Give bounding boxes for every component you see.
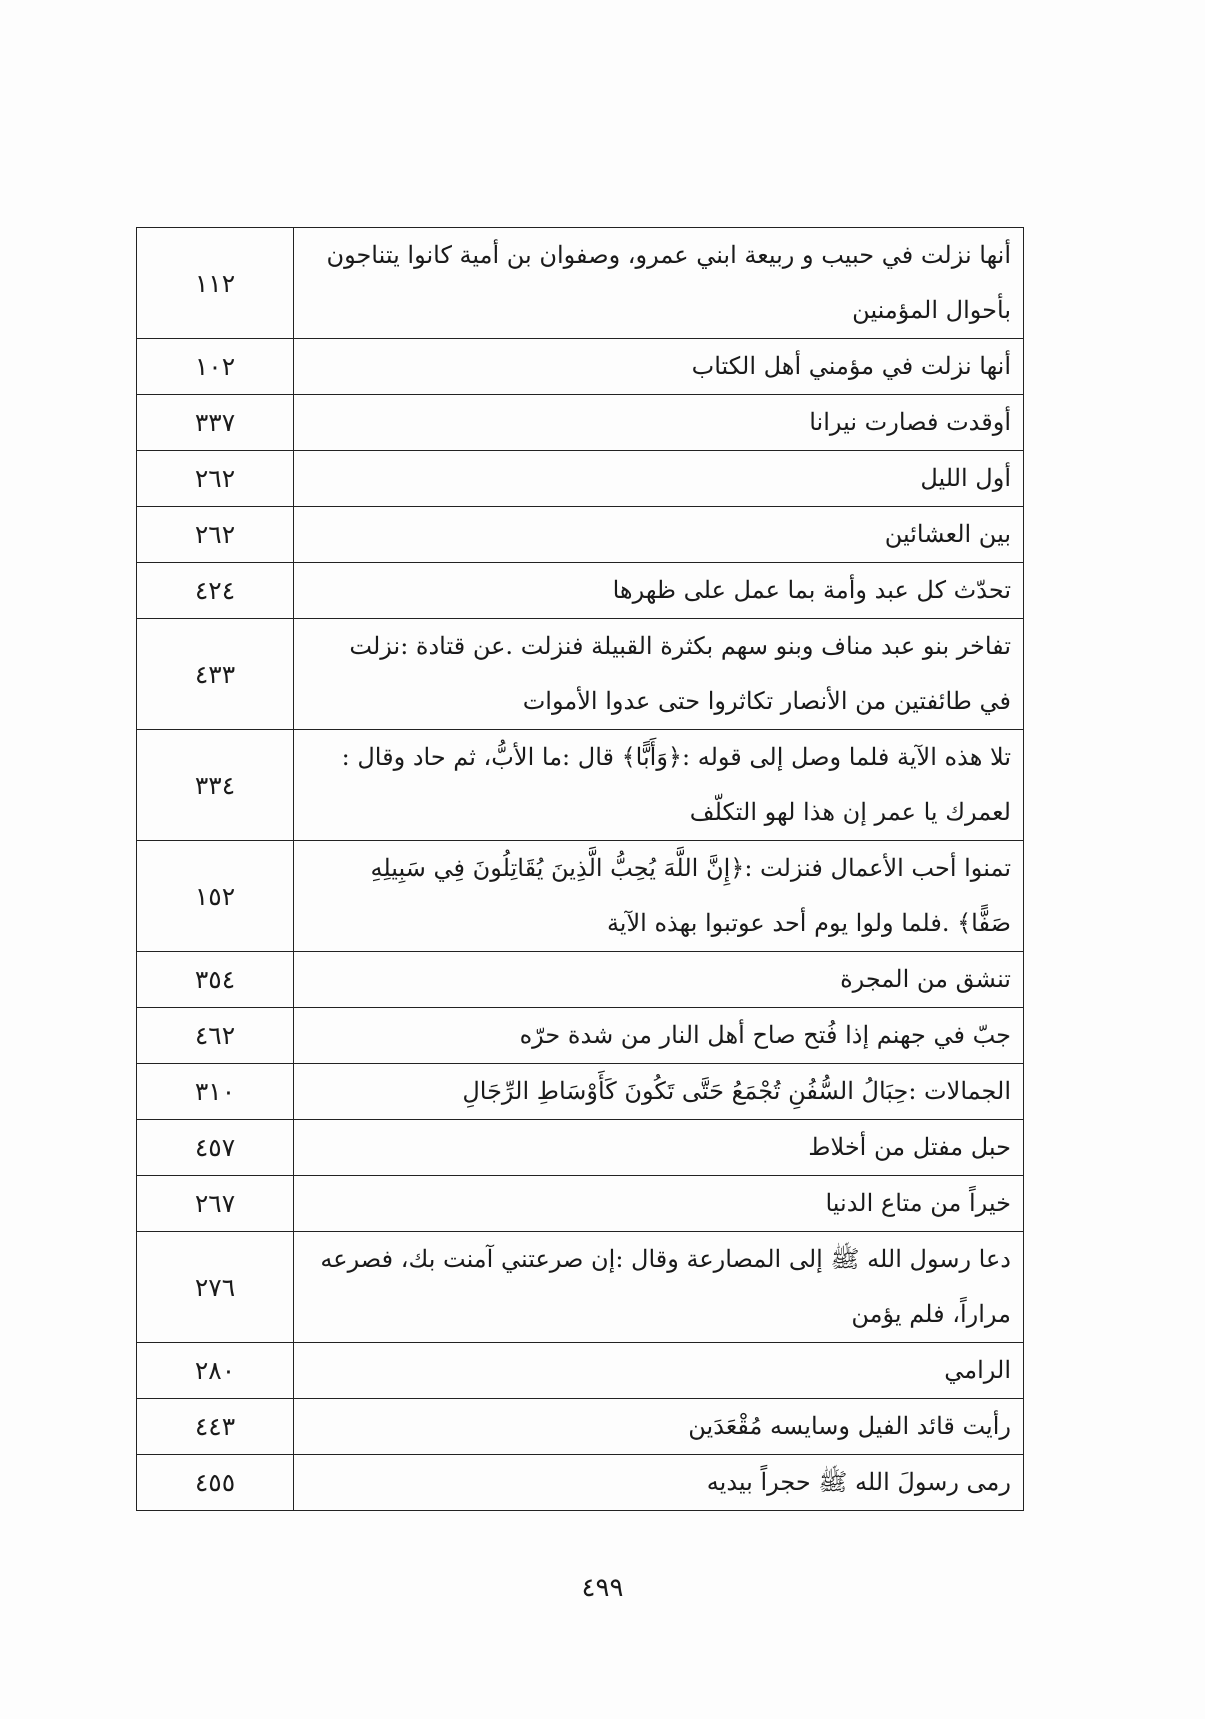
page-reference: ٤٥٧ — [137, 1120, 294, 1176]
table-row — [137, 1064, 1024, 1120]
entry-text: أوقدت فصارت نيرانا — [294, 395, 1024, 451]
table-row — [137, 339, 1024, 395]
table-row — [137, 451, 1024, 507]
page-reference: ١١٢ — [137, 228, 294, 339]
index-table — [136, 227, 1024, 1511]
table-row — [137, 952, 1024, 1008]
entry-text: خيراً من متاع الدنيا — [294, 1176, 1024, 1232]
entry-text: أنها نزلت في حبيب و ربيعة ابني عمرو، وصفوان بن أمية كانوا يتناجون بأحوال المؤمنين — [294, 228, 1024, 339]
entry-text: تنشق من المجرة — [294, 952, 1024, 1008]
page-number: ٤٩٩ — [581, 1573, 624, 1603]
entry-text: الرامي — [294, 1343, 1024, 1399]
page-reference: ٢٦٢ — [137, 451, 294, 507]
entry-text: رأيت قائد الفيل وسايسه مُقْعَدَين — [294, 1399, 1024, 1455]
entry-text: حبل مفتل من أخلاط — [294, 1120, 1024, 1176]
table-row — [137, 1455, 1024, 1511]
page-reference: ٢٧٦ — [137, 1232, 294, 1343]
table-row — [137, 1008, 1024, 1064]
table-row — [137, 1343, 1024, 1399]
table-row — [137, 395, 1024, 451]
page-reference: ٢٨٠ — [137, 1343, 294, 1399]
table-row — [137, 730, 1024, 841]
table-row — [137, 841, 1024, 952]
entry-text: تفاخر بنو عبد مناف وبنو سهم بكثرة القبيلة فنزلت .عن قتادة :نزلت في طائفتين من الأنصار تكاثروا حتى عدوا الأموات — [294, 619, 1024, 730]
entry-text: بين العشائين — [294, 507, 1024, 563]
page-reference: ٤٣٣ — [137, 619, 294, 730]
page-reference: ٤٢٤ — [137, 563, 294, 619]
entry-text: أنها نزلت في مؤمني أهل الكتاب — [294, 339, 1024, 395]
entry-text: جبّ في جهنم إذا فُتح صاح أهل النار من شدة حرّه — [294, 1008, 1024, 1064]
page-reference: ٣٥٤ — [137, 952, 294, 1008]
table-row — [137, 1120, 1024, 1176]
table-row — [137, 1232, 1024, 1343]
table-row — [137, 228, 1024, 339]
entry-text: دعا رسول الله ﷺ إلى المصارعة وقال :إن صرعتني آمنت بك، فصرعه مراراً، فلم يؤمن — [294, 1232, 1024, 1343]
table-row — [137, 1399, 1024, 1455]
table-row — [137, 507, 1024, 563]
index-table-body — [137, 228, 1024, 1511]
entry-text: أول الليل — [294, 451, 1024, 507]
entry-text: تمنوا أحب الأعمال فنزلت :﴿إِنَّ اللَّهَ يُحِبُّ الَّذِينَ يُقَاتِلُونَ فِي سَبِيلِهِ صَفًّا﴾ .فلما ولوا يوم أحد عوتبوا بهذه الآية — [294, 841, 1024, 952]
page-reference: ٣٣٤ — [137, 730, 294, 841]
table-row — [137, 619, 1024, 730]
page-reference: ٢٦٧ — [137, 1176, 294, 1232]
table-row — [137, 1176, 1024, 1232]
entry-text: رمى رسولَ الله ﷺ حجراً بيديه — [294, 1455, 1024, 1511]
page-reference: ٤٦٢ — [137, 1008, 294, 1064]
page-reference: ٣١٠ — [137, 1064, 294, 1120]
page-reference: ٢٦٢ — [137, 507, 294, 563]
page-reference: ٤٥٥ — [137, 1455, 294, 1511]
table-row — [137, 563, 1024, 619]
page-reference: ٣٣٧ — [137, 395, 294, 451]
entry-text: تلا هذه الآية فلما وصل إلى قوله :﴿وَأَبًّا﴾ قال :ما الأبُّ، ثم حاد وقال : لعمرك يا عمر إن هذا لهو التكلّف — [294, 730, 1024, 841]
entry-text: تحدّث كل عبد وأمة بما عمل على ظهرها — [294, 563, 1024, 619]
page-reference: ١٠٢ — [137, 339, 294, 395]
page-reference: ٤٤٣ — [137, 1399, 294, 1455]
entry-text: الجمالات :حِبَالُ السُّفُنِ تُجْمَعُ حَتَّى تَكُونَ كَأَوْسَاطِ الرِّجَالِ — [294, 1064, 1024, 1120]
page-reference: ١٥٢ — [137, 841, 294, 952]
